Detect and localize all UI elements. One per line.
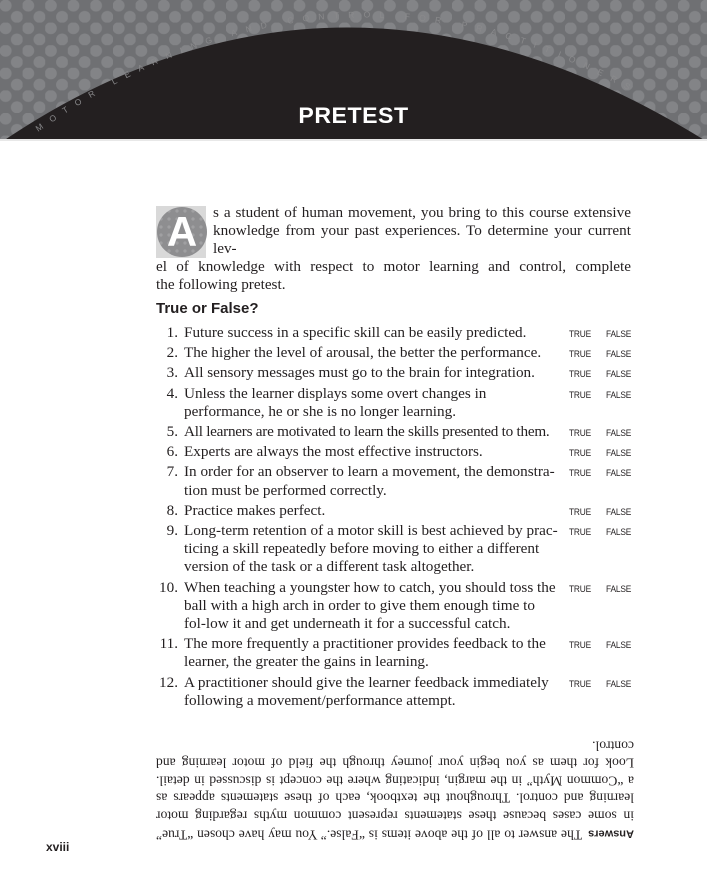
answers-label: Answers <box>588 827 634 840</box>
true-option[interactable]: TRUE <box>569 678 592 690</box>
question-number: 8. <box>166 501 178 519</box>
question-item <box>156 344 636 362</box>
question-item <box>156 522 636 577</box>
answers-box <box>156 737 634 843</box>
question-item <box>156 385 636 421</box>
question-item <box>156 463 636 499</box>
question-item <box>156 674 636 710</box>
true-option[interactable]: TRUE <box>569 468 592 480</box>
question-text: All sensory messages must go to the brain for integration. <box>184 364 535 382</box>
question-item <box>156 443 636 461</box>
question-text: When teaching a youngster how to catch, you should toss the ball with a high arch in order to give them enough time to fol-low it and get underneath it for a successful catch. <box>184 578 556 633</box>
question-text: All learners are motivated to learn the skills presented to them. <box>184 423 550 441</box>
question-number: 3. <box>166 364 178 382</box>
false-option[interactable]: FALSE <box>606 428 632 440</box>
page-number: xviii <box>46 840 70 854</box>
question-number: 2. <box>166 344 178 362</box>
question-text: The higher the level of arousal, the better the performance. <box>184 344 542 362</box>
false-option[interactable]: FALSE <box>606 527 632 539</box>
false-option[interactable]: FALSE <box>606 506 632 518</box>
question-number: 10. <box>159 578 178 596</box>
answers-line: Look for them as you begin your journey through the field of motor learning and control. <box>156 738 634 771</box>
drop-cap-letter: A <box>166 208 198 255</box>
intro-line: s a student of human movement, you bring to this course extensive <box>213 204 631 221</box>
question-number: 11. <box>159 635 178 653</box>
answers-line <box>156 824 634 843</box>
false-option[interactable]: FALSE <box>606 329 632 340</box>
question-number: 12. <box>159 673 178 691</box>
question-number: 4. <box>166 384 178 402</box>
question-number: 9. <box>166 522 178 540</box>
true-option[interactable]: TRUE <box>569 506 592 518</box>
drop-cap <box>156 206 206 258</box>
page-title: PRETEST <box>298 103 409 128</box>
question-item <box>156 579 636 634</box>
false-option[interactable]: FALSE <box>606 583 632 595</box>
question-text: Future success in a specific skill can be easily predicted. <box>184 324 527 341</box>
intro-line: the following pretest. <box>156 276 286 293</box>
true-option[interactable]: TRUE <box>569 428 592 440</box>
header-divider <box>0 139 707 141</box>
true-option[interactable]: TRUE <box>569 448 592 460</box>
answers-text: The answer to all of the above items is “False.” You may have chosen “True” <box>156 827 583 843</box>
question-item <box>156 635 636 671</box>
intro-line: knowledge from your past experiences. To determine your current lev- <box>213 222 631 257</box>
question-text: In order for an observer to learn a movement, the demonstra-tion must be performed correctly. <box>184 463 555 499</box>
false-option[interactable]: FALSE <box>606 678 632 690</box>
question-list <box>156 324 636 710</box>
true-option[interactable]: TRUE <box>569 349 592 361</box>
question-text: Experts are always the most effective instructors. <box>184 443 483 461</box>
false-option[interactable]: FALSE <box>606 349 632 361</box>
question-number: 5. <box>166 423 178 441</box>
intro-line: el of knowledge with respect to motor learning and control, complete <box>156 258 631 275</box>
question-number: 1. <box>166 324 178 341</box>
section-heading: True or False? <box>156 300 259 317</box>
question-number: 7. <box>166 463 178 481</box>
true-option[interactable]: TRUE <box>569 583 592 595</box>
answers-line: in some cases because these statements represent common myths regarding motor <box>156 808 634 824</box>
question-text: Long-term retention of a motor skill is best achieved by prac-ticing a skill repeatedly before moving to either a different version of the task or a different task altogether. <box>184 522 558 576</box>
question-text: Practice makes perfect. <box>184 501 326 519</box>
answers-line: learning and control. Throughout the textbook, each of these statements appears as <box>156 790 634 806</box>
question-item <box>156 324 636 342</box>
true-option[interactable]: TRUE <box>569 329 592 340</box>
true-option[interactable]: TRUE <box>569 389 592 401</box>
true-option[interactable]: TRUE <box>569 369 592 381</box>
question-number: 6. <box>166 443 178 461</box>
true-option[interactable]: TRUE <box>569 640 592 652</box>
question-text: The more frequently a practitioner provides feedback to the learner, the greater the gains in learning. <box>184 635 546 671</box>
true-option[interactable]: TRUE <box>569 527 592 539</box>
false-option[interactable]: FALSE <box>606 468 632 480</box>
false-option[interactable]: FALSE <box>606 369 632 381</box>
false-option[interactable]: FALSE <box>606 640 632 652</box>
question-text: Unless the learner displays some overt changes in performance, he or she is no longer learning. <box>184 384 487 420</box>
question-item <box>156 423 636 441</box>
question-item <box>156 502 636 520</box>
false-option[interactable]: FALSE <box>606 389 632 401</box>
chapter-header <box>0 0 707 140</box>
arc-series-title: MOTOR LEARNING AND CONTROL FOR PRACTITIONERS <box>33 9 641 134</box>
question-text: A practitioner should give the learner feedback immediately following a movement/performance attempt. <box>184 673 549 709</box>
intro-paragraph <box>156 204 631 294</box>
answers-line: a “Common Myth” in the margin, indicating where the concept is discussed in detail. <box>156 773 634 789</box>
false-option[interactable]: FALSE <box>606 448 632 460</box>
question-item <box>156 364 636 382</box>
